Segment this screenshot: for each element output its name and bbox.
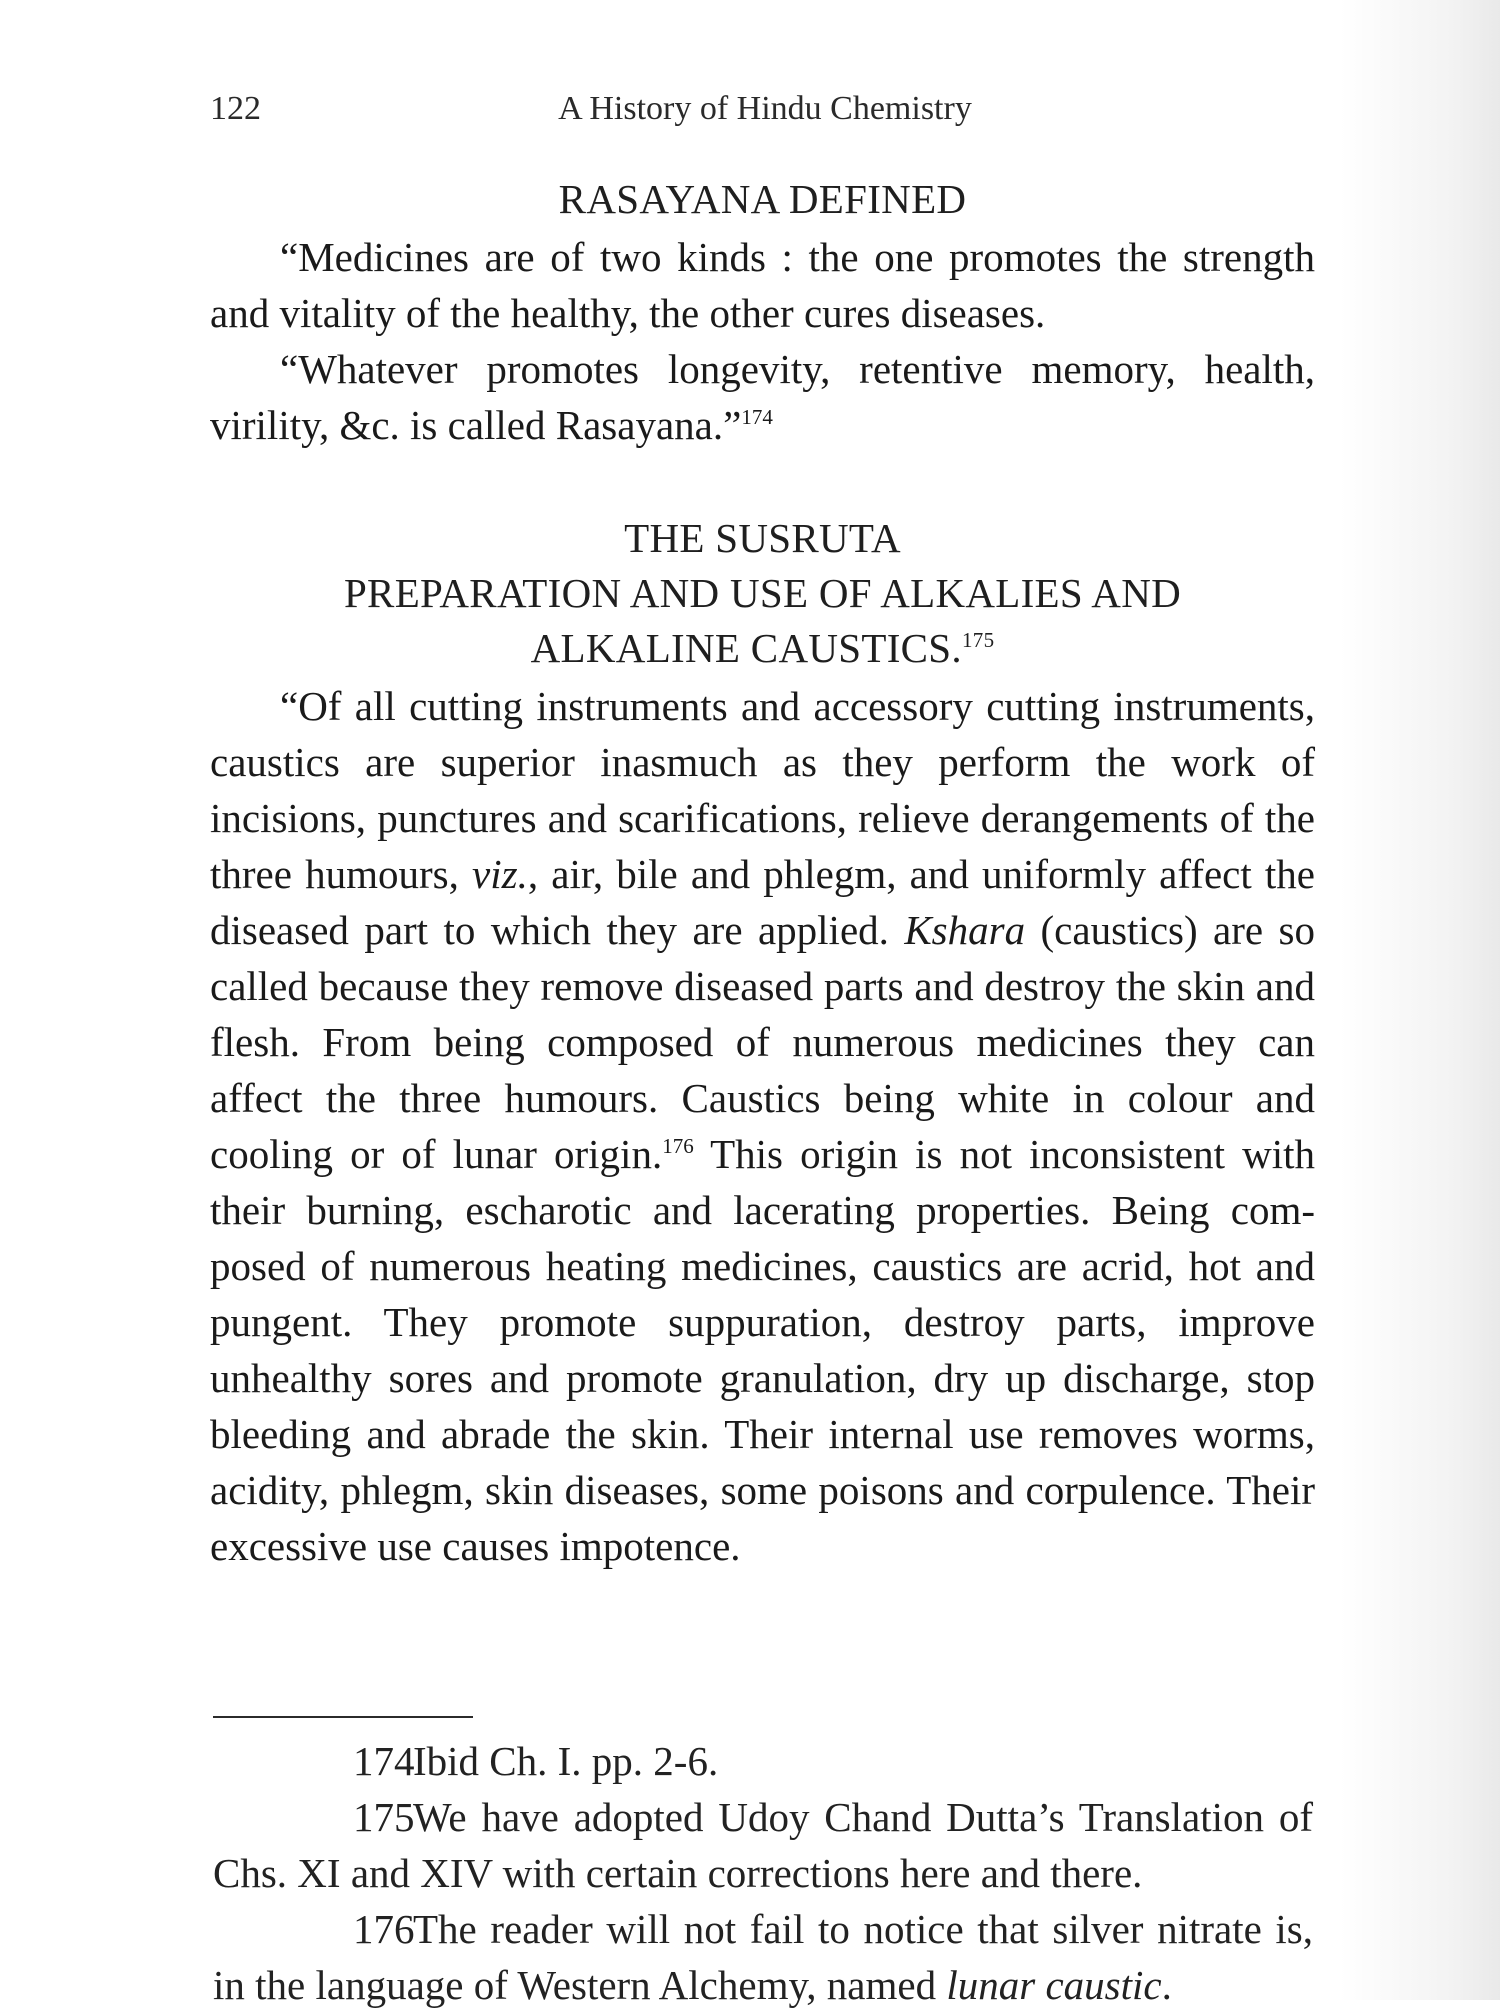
footnote-ref-175: 175 bbox=[961, 628, 995, 652]
book-title: A History of Hindu Chemistry bbox=[558, 90, 972, 127]
paragraph-medicines: “Medicines are of two kinds : the one promotes the strength and vitality of the healthy, the other cures diseases. bbox=[210, 234, 1315, 336]
paragraph-rasayana-text: “Whatever promotes longevity, retentive memory, health, virility, &c. is called Rasayana.” bbox=[210, 346, 1315, 448]
footnote-text: Ibid Ch. I. pp. 2-6. bbox=[413, 1738, 719, 1784]
heading-line-caustics: ALKALINE CAUSTICS. bbox=[530, 625, 962, 671]
footnote-italic-term: lunar caustic bbox=[946, 1962, 1162, 2008]
paragraph-rasayana bbox=[210, 341, 1315, 453]
section-heading-susruta bbox=[210, 511, 1315, 676]
main-text bbox=[210, 172, 1315, 1574]
footnote-174 bbox=[213, 1733, 1313, 1789]
footnote-divider bbox=[213, 1716, 473, 1718]
footnote-end: . bbox=[1161, 1962, 1172, 2008]
footnote-number: 176 bbox=[353, 1906, 415, 1952]
page-number: 122 bbox=[210, 90, 261, 127]
footnotes bbox=[213, 1733, 1313, 2013]
caustics-text-d: This origin is not inconsistent with their burning, escharotic and lacerating properties. Being composed of numerous heating medicines, caustics are acrid, hot and pungent. They promote suppuration, destroy parts, improve unhealthy sores and promote granulation, dry up discharge, stop bleeding and abrade the skin. Their internal use removes worms, acidity, phlegm, skin diseases, some poisons and corpulence. Their excessive use causes impotence. bbox=[210, 1131, 1316, 1569]
footnote-text: The reader will not fail to notice that silver nitrate is, in the language of Western Alchemy, named bbox=[213, 1906, 1313, 2008]
heading-line-preparation: PREPARATION AND USE OF ALKALIES AND bbox=[343, 570, 1182, 616]
footnote-ref-174: 174 bbox=[741, 405, 773, 429]
heading-line-susruta: THE SUSRUTA bbox=[624, 515, 901, 561]
term-kshara: Kshara bbox=[904, 907, 1026, 953]
caustics-text-a: “Of all cutting instruments and accessory cutting instruments, caustics are superior inasmuch as they perform the work of incisions, punctures and scarifications, relieve derangements of the three humours, bbox=[210, 683, 1315, 897]
caustics-text-b: , air, bile and phlegm, and uniformly affect the diseased part to which they are applied. bbox=[210, 851, 1315, 953]
running-header bbox=[210, 90, 1320, 140]
page-edge-shadow bbox=[1340, 0, 1500, 2000]
footnote-number: 175 bbox=[353, 1794, 415, 1840]
section-heading-rasayana: RASAYANA DEFINED bbox=[558, 176, 967, 222]
footnote-text: We have adopted Udoy Chand Dutta’s Translation of Chs. XI and XIV with certain corrections here and there. bbox=[213, 1794, 1313, 1896]
footnote-176 bbox=[213, 1901, 1313, 2013]
paragraph-caustics bbox=[210, 678, 1315, 1574]
caustics-text-c: (caustics) are so called because they remove diseased parts and destroy the skin and flesh. From being composed of numerous medicines they can affect the three humours. Caustics being white in colour and cooling or of lunar origin. bbox=[210, 907, 1315, 1177]
footnote-ref-176: 176 bbox=[662, 1134, 694, 1158]
footnote-175 bbox=[213, 1789, 1313, 1901]
term-viz: viz. bbox=[472, 851, 528, 897]
footnote-number: 174 bbox=[353, 1738, 415, 1784]
